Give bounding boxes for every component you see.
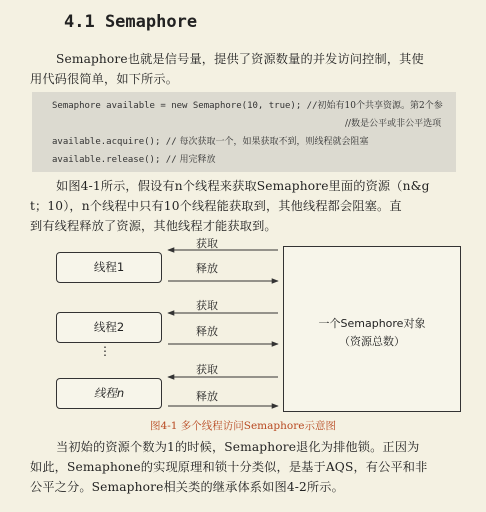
- semaphore-object-box: [283, 246, 461, 412]
- code-line-3: available.acquire(); // 每次获取一个，如果获取不到，则线程就会阻塞: [52, 137, 369, 147]
- release-label-1: 释放: [196, 262, 218, 275]
- code-line-1: Semaphore available = new Semaphore(10, true); //初始有10个共享资源。第2个参: [52, 101, 443, 111]
- explain-line-3: 到有线程释放了资源，其他线程才能获取到。: [30, 219, 277, 233]
- outro-line-1: 当初始的资源个数为1的时候，Semaphore退化为排他锁。正因为: [56, 440, 420, 454]
- acquire-label-1: 获取: [196, 237, 218, 250]
- intro-line-1: Semaphore也就是信号量，提供了资源数量的并发访问控制，其使: [56, 52, 424, 66]
- semaphore-object-subtitle: （资源总数）: [339, 335, 405, 348]
- figure-caption: 图4-1 多个线程访问Semaphore示意图: [150, 420, 336, 432]
- intro-line-2: 用代码很简单，如下所示。: [30, 72, 179, 86]
- outro-paragraph: [30, 437, 462, 497]
- acquire-label-2: 获取: [196, 299, 218, 312]
- release-label-2: 释放: [196, 325, 218, 338]
- explain-line-2: t；10），n个线程中只有10个线程能获取到，其他线程都会阻塞。直: [30, 199, 402, 213]
- code-line-2: //数是公平或非公平选项: [345, 119, 442, 129]
- acquire-label-n: 获取: [196, 363, 218, 376]
- thread-box-1: 线程1: [56, 252, 162, 283]
- outro-line-2: 如此，Semaphone的实现原理和锁十分类似，是基于AQS，有公平和非: [30, 460, 428, 474]
- ellipsis-dots: ⋮: [99, 344, 111, 358]
- section-title: 4.1 Semaphore: [64, 12, 198, 32]
- semaphore-object-title: 一个Semaphore对象: [318, 317, 426, 330]
- explain-line-1: 如图4-1所示，假设有n个线程来获取Semaphore里面的资源（n&g: [56, 179, 430, 193]
- outro-line-3: 公平之分。Semaphore相关类的继承体系如图4-2所示。: [30, 480, 344, 494]
- release-label-n: 释放: [196, 390, 218, 403]
- thread-box-n: 线程n: [56, 378, 162, 409]
- thread-box-2: 线程2: [56, 312, 162, 343]
- code-line-4: available.release(); // 用完释放: [52, 155, 216, 165]
